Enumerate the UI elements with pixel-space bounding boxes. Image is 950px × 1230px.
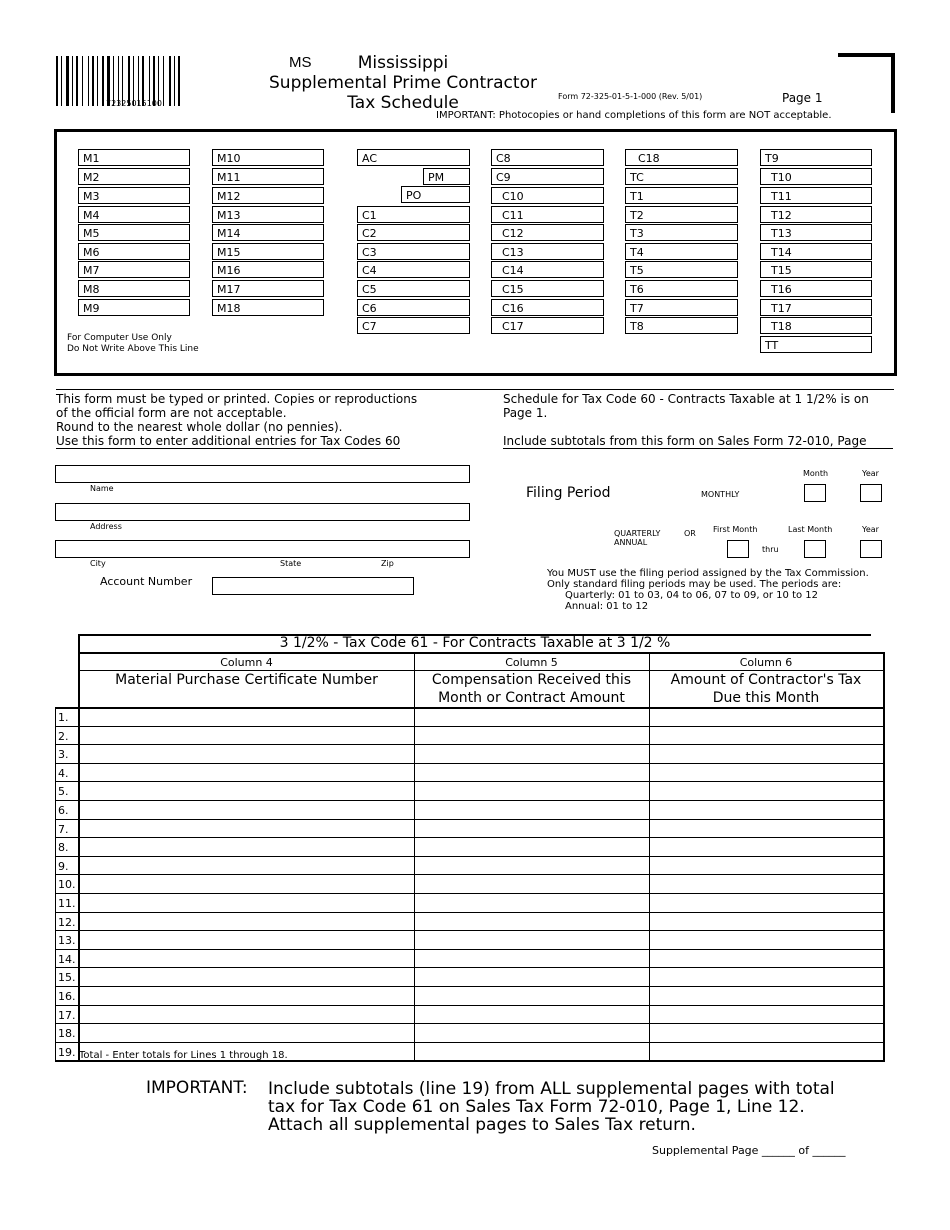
cu-cell-T14: T14 [760, 243, 872, 260]
cu-cell-M7: M7 [78, 261, 190, 278]
state-label: State [280, 559, 302, 568]
column-6-header-line: Due this Month [712, 690, 820, 706]
supplemental-page: Supplemental Page ______ of ______ [652, 1144, 846, 1157]
table-title: 3 1/2% - Tax Code 61 - For Contracts Taxable at 3 1/2 % [279, 635, 671, 651]
row-number: 7. [58, 823, 69, 836]
important-notice: IMPORTANT: Photocopies or hand completions of this form are NOT acceptable. [436, 110, 832, 121]
table-rule [55, 763, 884, 764]
cu-cell-T8: T8 [625, 317, 738, 334]
row-number: 5. [58, 785, 69, 798]
table-rule [55, 949, 884, 950]
cu-cell-T12: T12 [760, 206, 872, 223]
barcode-bar [88, 56, 89, 106]
instruction-line: This form must be typed or printed. Copies or reproductions [56, 392, 418, 406]
cu-cell-C13: C13 [491, 243, 604, 260]
cu-cell-AC: AC [357, 149, 470, 166]
address-label: Address [90, 522, 122, 531]
cu-cell-T3: T3 [625, 224, 738, 241]
cu-cell-C10: C10 [491, 187, 604, 204]
row-number: 13. [58, 934, 76, 947]
instruction-line: Use this form to enter additional entries for Tax Codes 60 [56, 434, 401, 448]
cu-cell-M9: M9 [78, 299, 190, 316]
cu-cell-C17: C17 [491, 317, 604, 334]
row-number: 10. [58, 878, 76, 891]
cu-cell-C8: C8 [491, 149, 604, 166]
cu-cell-T15: T15 [760, 261, 872, 278]
cu-cell-PO: PO [401, 186, 470, 203]
cu-cell-M10: M10 [212, 149, 324, 166]
title-line: Supplemental Prime Contractor [269, 73, 537, 93]
cu-cell-T7: T7 [625, 299, 738, 316]
barcode-bar [178, 56, 180, 106]
table-rule [55, 893, 884, 894]
year-label: Year [862, 469, 879, 478]
cu-cell-M4: M4 [78, 206, 190, 223]
barcode-bar [169, 56, 171, 106]
table-rule [78, 634, 80, 1062]
monthly-label: MONTHLY [701, 490, 740, 499]
row-number: 14. [58, 953, 76, 966]
city-state-zip-field[interactable] [55, 540, 470, 558]
cu-cell-C16: C16 [491, 299, 604, 316]
column-6-header [649, 671, 883, 707]
barcode-bar [102, 56, 104, 106]
row-number: 15. [58, 971, 76, 984]
row-number: 4. [58, 767, 69, 780]
row-number: 1. [58, 711, 69, 724]
important-line: Include subtotals (line 19) from ALL supplemental pages with total [268, 1079, 835, 1099]
table-rule [883, 652, 885, 1062]
barcode-bar [56, 56, 58, 106]
last-month-label: Last Month [788, 525, 833, 534]
cu-cell-M18: M18 [212, 299, 324, 316]
total-label: Total - Enter totals for Lines 1 through 18. [79, 1050, 288, 1061]
row-number: 8. [58, 841, 69, 854]
cu-cell-M12: M12 [212, 187, 324, 204]
cu-cell-T18: T18 [760, 317, 872, 334]
row-number: 19. [58, 1046, 76, 1059]
form-number: Form 72-325-01-5-1-000 (Rev. 5/01) [558, 92, 703, 101]
cu-cell-C14: C14 [491, 261, 604, 278]
column-6-header-line: Amount of Contractor's Tax [670, 672, 862, 688]
cu-cell-TC: TC [625, 168, 738, 185]
account-number-label: Account Number [100, 575, 193, 588]
city-label: City [90, 559, 106, 568]
column-6-number: Column 6 [739, 656, 793, 669]
quarterly-label: QUARTERLY [614, 529, 661, 538]
month-label: Month [803, 469, 829, 478]
cu-cell-T17: T17 [760, 299, 872, 316]
cu-cell-C2: C2 [357, 224, 470, 241]
instruction-line: of the official form are not acceptable. [56, 406, 287, 420]
last-month-box[interactable] [804, 540, 826, 558]
barcode-number: 72325015100 [106, 99, 162, 108]
cu-cell-C11: C11 [491, 206, 604, 223]
cu-cell-T5: T5 [625, 261, 738, 278]
table-rule [55, 781, 884, 782]
instruction-line: Round to the nearest whole dollar (no pennies). [56, 420, 343, 434]
cu-cell-C12: C12 [491, 224, 604, 241]
filing-notice-line: Quarterly: 01 to 03, 04 to 06, 07 to 09, or 10 to 12 [565, 590, 819, 601]
cu-cell-T2: T2 [625, 206, 738, 223]
table-rule [649, 652, 650, 1062]
first-month-box[interactable] [727, 540, 749, 558]
quarterly-year-box[interactable] [860, 540, 882, 558]
computer-use-note: For Computer Use Only [67, 333, 172, 343]
cu-cell-T16: T16 [760, 280, 872, 297]
table-rule [55, 837, 884, 838]
corner-mark [838, 53, 895, 57]
filing-notice-line: Only standard filing periods may be used. The periods are: [547, 579, 842, 590]
table-rule [55, 744, 884, 745]
address-field[interactable] [55, 503, 470, 521]
barcode-bar [61, 56, 62, 106]
zip-label: Zip [381, 559, 394, 568]
cu-cell-M17: M17 [212, 280, 324, 297]
cu-cell-C4: C4 [357, 261, 470, 278]
row-number: 9. [58, 860, 69, 873]
barcode-bar [66, 56, 69, 106]
table-rule [55, 856, 884, 857]
cu-cell-T9: T9 [760, 149, 872, 166]
row-number: 16. [58, 990, 76, 1003]
computer-use-note: Do Not Write Above This Line [67, 344, 199, 354]
year-label: Year [862, 525, 879, 534]
row-number: 3. [58, 748, 69, 761]
title-line: Mississippi [357, 53, 449, 73]
cu-cell-T4: T4 [625, 243, 738, 260]
filing-notice-line: You MUST use the filing period assigned by the Tax Commission. [547, 568, 869, 579]
cu-cell-M6: M6 [78, 243, 190, 260]
filing-notice-line: Annual: 01 to 12 [565, 601, 649, 612]
cu-cell-M8: M8 [78, 280, 190, 297]
important-text [268, 1080, 835, 1134]
row-number: 6. [58, 804, 69, 817]
table-rule [55, 707, 884, 709]
corner-mark [891, 53, 895, 113]
table-rule [55, 1023, 884, 1024]
monthly-year-box[interactable] [860, 484, 882, 502]
row-number: 11. [58, 897, 76, 910]
cu-cell-M16: M16 [212, 261, 324, 278]
table-rule [55, 800, 884, 801]
cu-cell-C3: C3 [357, 243, 470, 260]
name-field[interactable] [55, 465, 470, 483]
barcode-bar [72, 56, 73, 106]
state-abbrev: MS [289, 54, 312, 71]
annual-label: ANNUAL [614, 538, 648, 547]
barcode-bar [163, 56, 164, 106]
table-rule [55, 1005, 884, 1006]
cu-cell-C7: C7 [357, 317, 470, 334]
instruction-line: Include subtotals from this form on Sales Form 72-010, Page [503, 435, 893, 449]
name-label: Name [90, 484, 114, 493]
column-4-header: Material Purchase Certificate Number [115, 672, 378, 688]
row-number: 18. [58, 1027, 76, 1040]
title-line: Tax Schedule [347, 93, 459, 113]
cu-cell-C9: C9 [491, 168, 604, 185]
barcode-bar [92, 56, 94, 106]
cu-cell-M13: M13 [212, 206, 324, 223]
or-label: OR [684, 529, 696, 538]
cu-cell-M2: M2 [78, 168, 190, 185]
barcode-bar [82, 56, 83, 106]
account-number-field[interactable] [212, 577, 414, 595]
table-rule [79, 652, 884, 654]
thru-label: thru [762, 545, 779, 554]
divider [56, 389, 894, 390]
filing-period-label: Filing Period [526, 485, 611, 501]
cu-cell-T10: T10 [760, 168, 872, 185]
form-title [258, 53, 548, 113]
cu-cell-T6: T6 [625, 280, 738, 297]
cu-cell-TT: TT [760, 336, 872, 353]
table-rule [55, 912, 884, 913]
cu-cell-M14: M14 [212, 224, 324, 241]
page-label: Page 1 [782, 91, 823, 105]
column-5-header [414, 671, 649, 707]
first-month-label: First Month [713, 525, 758, 534]
table-rule [55, 726, 884, 727]
barcode-bar [76, 56, 78, 106]
column-5-header-line: Compensation Received this [431, 672, 632, 688]
cu-cell-C5: C5 [357, 280, 470, 297]
table-rule [55, 874, 884, 875]
cu-cell-M5: M5 [78, 224, 190, 241]
barcode-bar [97, 56, 98, 106]
instruction-line: Schedule for Tax Code 60 - Contracts Taxable at 1 1/2% is on [503, 392, 869, 406]
column-5-header-line: Month or Contract Amount [438, 690, 625, 706]
cu-cell-T11: T11 [760, 187, 872, 204]
table-rule [55, 707, 56, 1062]
cu-cell-C1: C1 [357, 206, 470, 223]
important-line: tax for Tax Code 61 on Sales Tax Form 72-010, Page 1, Line 12. [268, 1097, 805, 1117]
barcode-bar [174, 56, 175, 106]
cu-cell-C15: C15 [491, 280, 604, 297]
table-rule [414, 652, 415, 1062]
cu-cell-M15: M15 [212, 243, 324, 260]
important-label: IMPORTANT: [146, 1078, 248, 1098]
cu-cell-PM: PM [423, 168, 470, 185]
row-number: 17. [58, 1009, 76, 1022]
cu-cell-M11: M11 [212, 168, 324, 185]
column-5-number: Column 5 [505, 656, 558, 669]
instruction-line: Page 1. [503, 406, 548, 420]
cu-cell-M1: M1 [78, 149, 190, 166]
row-number: 12. [58, 916, 76, 929]
row-number: 2. [58, 730, 69, 743]
cu-cell-C18: C18 [625, 149, 738, 166]
column-4-number: Column 4 [220, 656, 273, 669]
table-rule [55, 986, 884, 987]
important-line: Attach all supplemental pages to Sales Tax return. [268, 1115, 696, 1135]
table-rule [55, 1042, 884, 1043]
table-rule [55, 967, 884, 968]
cu-cell-M3: M3 [78, 187, 190, 204]
table-rule [55, 930, 884, 931]
cu-cell-C6: C6 [357, 299, 470, 316]
cu-cell-T1: T1 [625, 187, 738, 204]
table-rule [55, 819, 884, 820]
monthly-month-box[interactable] [804, 484, 826, 502]
cu-cell-T13: T13 [760, 224, 872, 241]
